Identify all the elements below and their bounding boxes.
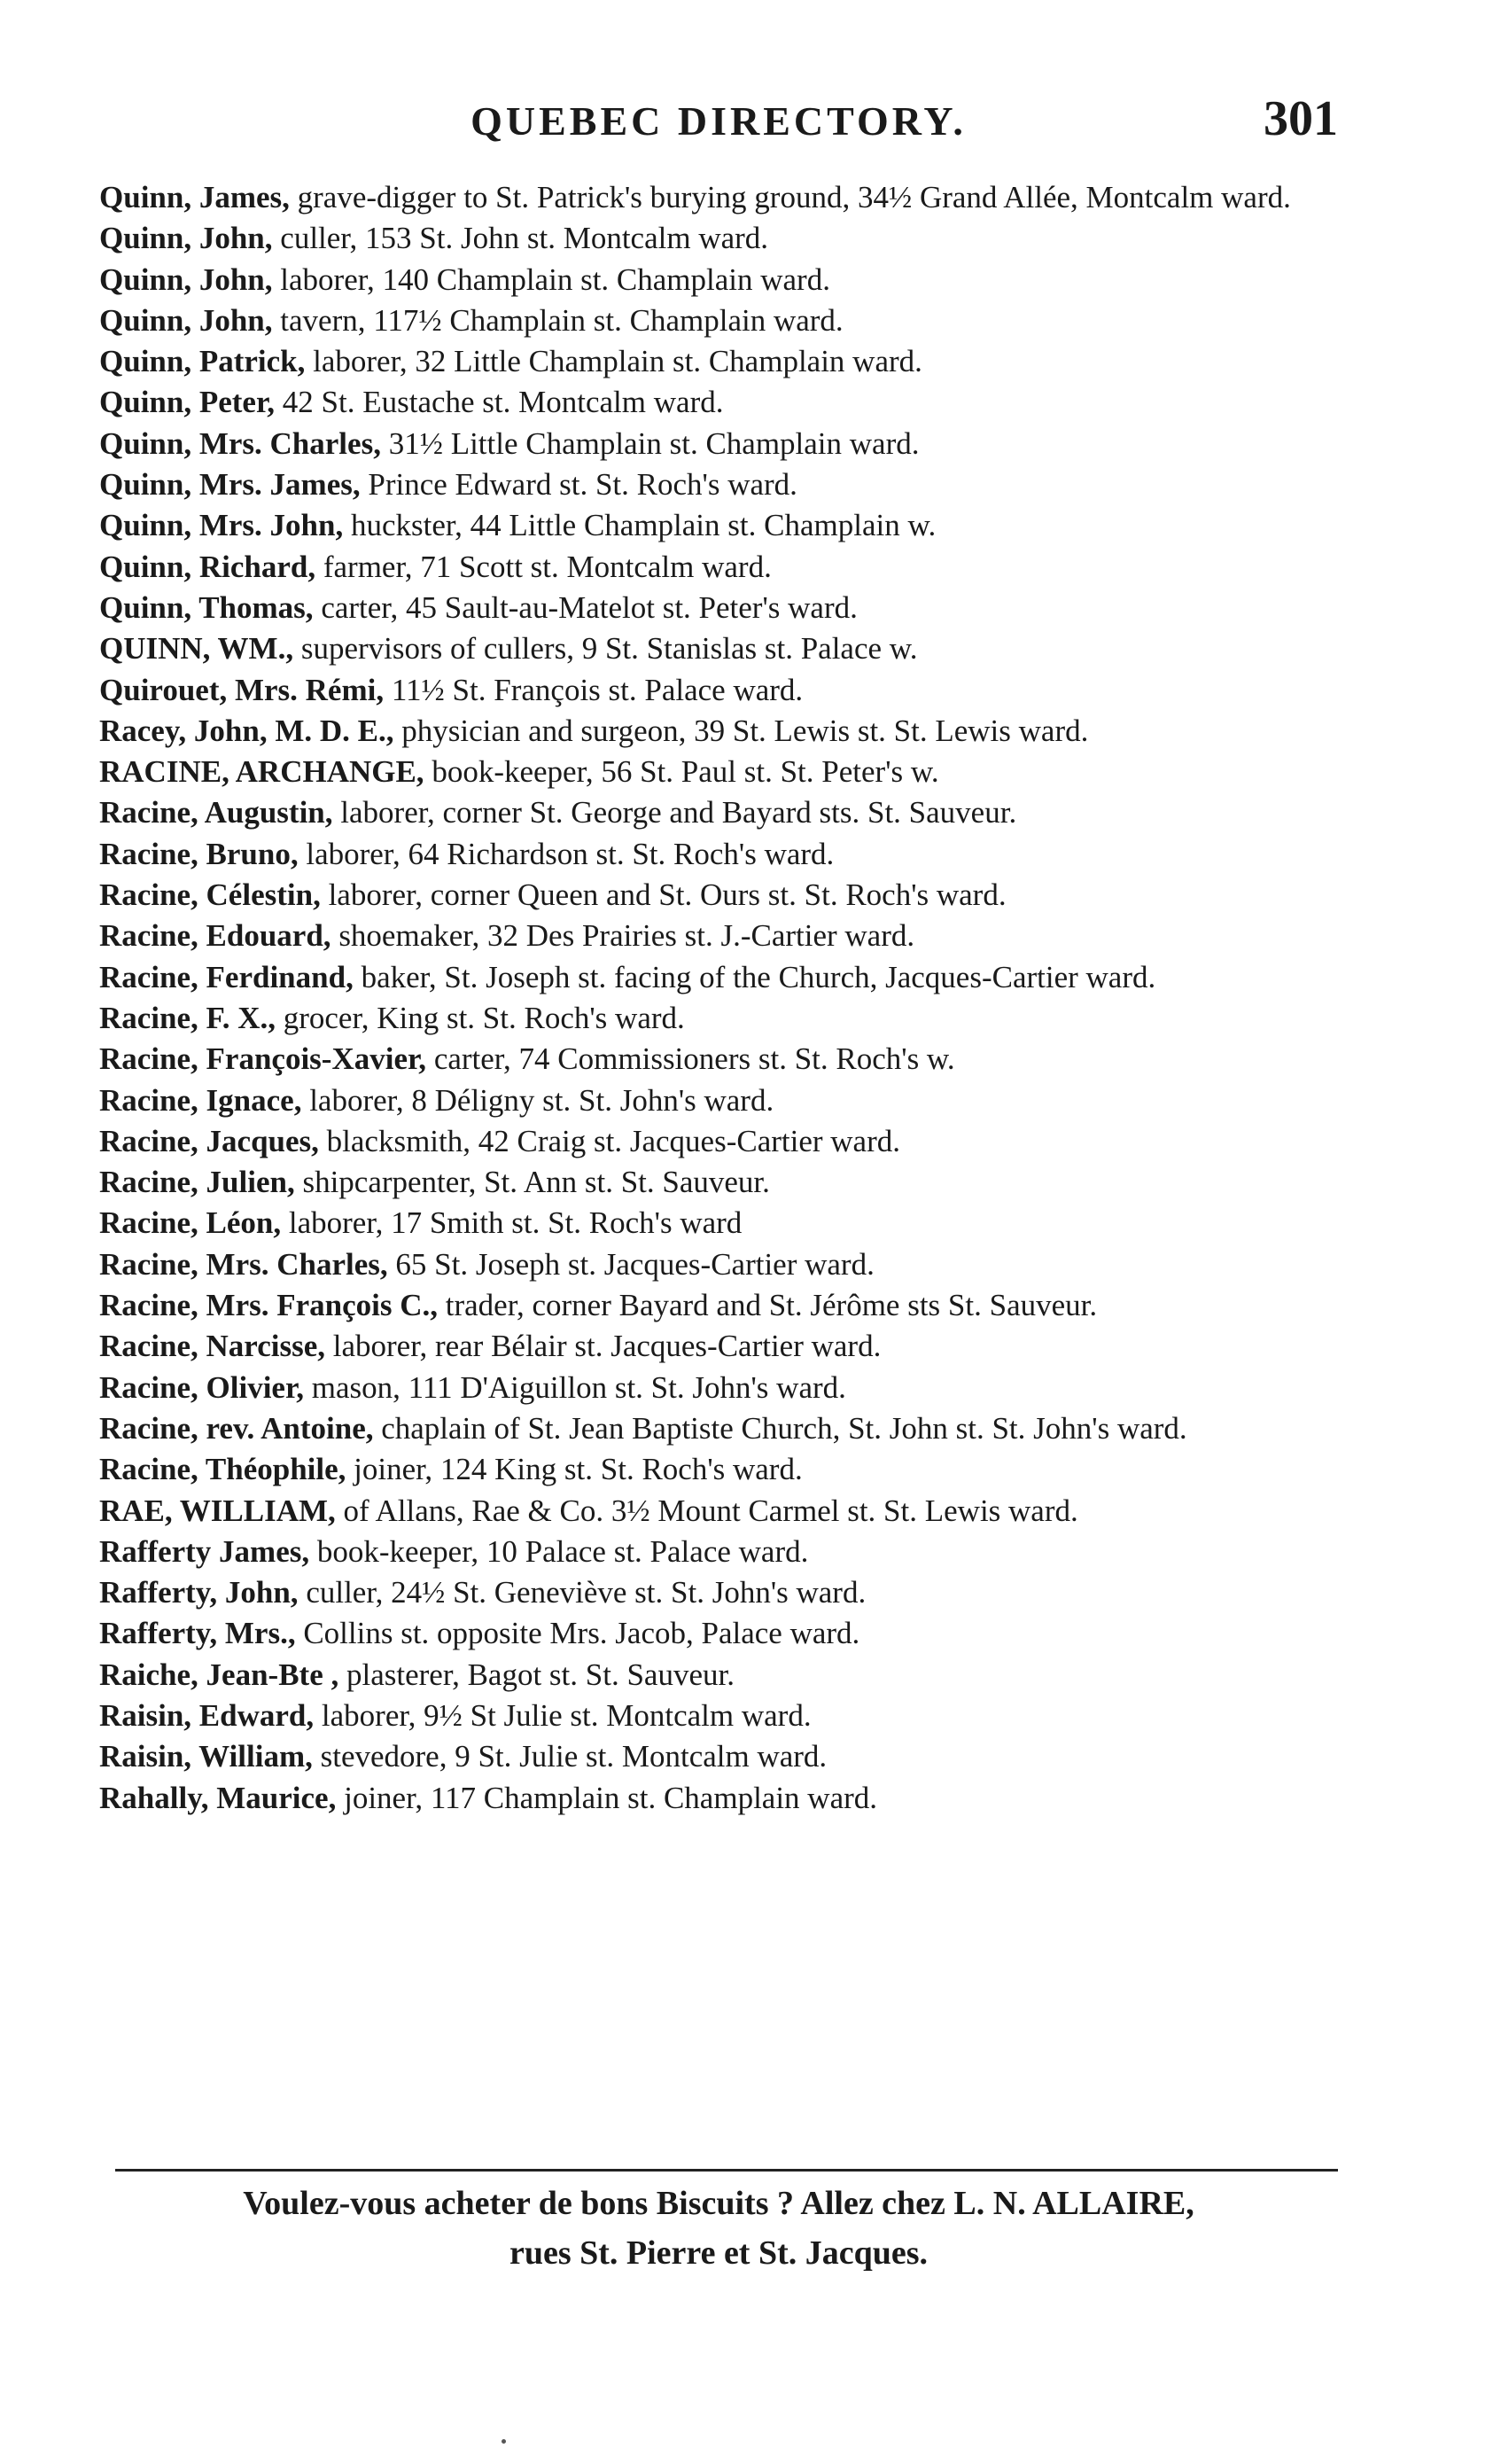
entry-name: Racine, Julien, xyxy=(99,1165,295,1200)
entry-details: Collins st. opposite Mrs. Jacob, Palace ward. xyxy=(295,1616,860,1651)
entry-details: laborer, rear Bélair st. Jacques-Cartier ward. xyxy=(325,1329,882,1364)
entry-name: Quinn, Richard, xyxy=(99,549,316,584)
entry-details: grocer, King st. St. Roch's ward. xyxy=(275,1000,685,1035)
directory-entry xyxy=(99,588,1338,628)
entry-name: Quinn, John, xyxy=(99,261,273,297)
entry-name: Quinn, Mrs. James, xyxy=(99,467,361,503)
entry-name: Racine, Ferdinand, xyxy=(99,959,354,994)
entry-details: 31½ Little Champlain st. Champlain ward. xyxy=(380,425,920,461)
entry-details: 65 St. Joseph st. Jacques-Cartier ward. xyxy=(387,1246,875,1282)
page-number: 301 xyxy=(1264,91,1338,146)
entry-name: Quinn, Patrick, xyxy=(99,344,306,379)
entry-name: Quirouet, Mrs. Rémi, xyxy=(99,672,385,707)
entry-name: Racine, Célestin, xyxy=(99,877,321,913)
directory-entry xyxy=(99,1613,1338,1654)
directory-entry xyxy=(99,670,1338,711)
directory-entry xyxy=(99,792,1338,833)
entry-name: Quinn, Peter, xyxy=(99,385,276,420)
entry-name: Racine, Théophile, xyxy=(99,1452,346,1487)
directory-entry xyxy=(99,1039,1338,1080)
entry-name: QUINN, WM., xyxy=(99,631,294,667)
directory-entry xyxy=(99,1203,1338,1244)
directory-entry xyxy=(99,957,1338,998)
entry-name: Quinn, John, xyxy=(99,221,273,256)
entry-details: Prince Edward st. St. Roch's ward. xyxy=(360,467,797,503)
entry-details: joiner, 117 Champlain st. Champlain ward. xyxy=(336,1780,878,1815)
entry-details: plasterer, Bagot st. St. Sauveur. xyxy=(338,1657,735,1692)
entry-name: Racine, Mrs. Charles, xyxy=(99,1246,388,1282)
print-speck xyxy=(502,2439,506,2444)
advertisement-line-2: rues St. Pierre et St. Jacques. xyxy=(509,2234,929,2272)
directory-entry xyxy=(99,505,1338,546)
entry-details: laborer, corner Queen and St. Ours st. St. Roch's ward. xyxy=(320,877,1007,913)
page-header xyxy=(99,82,1338,152)
directory-entry xyxy=(99,1696,1338,1736)
entry-name: Racine, F. X., xyxy=(99,1000,276,1035)
entry-name: Quinn, James, xyxy=(99,180,290,214)
entry-name: Racine, François-Xavier, xyxy=(99,1041,427,1077)
entry-name: Racine, rev. Antoine, xyxy=(99,1410,374,1446)
directory-entry xyxy=(99,424,1338,464)
entry-details: culler, 153 St. John st. Montcalm ward. xyxy=(272,221,769,256)
entry-details: 11½ St. François st. Palace ward. xyxy=(384,672,804,707)
entry-name: RAE, WILLIAM, xyxy=(99,1493,336,1528)
entry-details: joiner, 124 King st. St. Roch's ward. xyxy=(346,1452,803,1487)
directory-entry xyxy=(99,1080,1338,1121)
entry-name: Quinn, Thomas, xyxy=(99,589,314,625)
entry-name: Racine, Ignace, xyxy=(99,1082,302,1118)
entry-name: Racine, Bruno, xyxy=(99,836,299,871)
entry-details: laborer, 32 Little Champlain st. Champlain ward. xyxy=(305,344,922,379)
directory-entry xyxy=(99,875,1338,916)
entry-name: Racine, Jacques, xyxy=(99,1123,319,1158)
directory-entry xyxy=(99,1736,1338,1777)
entry-details: of Allans, Rae & Co. 3½ Mount Carmel st. St. Lewis ward. xyxy=(335,1493,1078,1528)
entry-details: laborer, 9½ St Julie st. Montcalm ward. xyxy=(314,1697,812,1733)
directory-entry xyxy=(99,1655,1338,1696)
directory-entry xyxy=(99,1449,1338,1490)
entry-name: Quinn, John, xyxy=(99,302,273,338)
entry-details: supervisors of cullers, 9 St. Stanislas st. Palace w. xyxy=(293,631,918,667)
entry-name: RACINE, ARCHANGE, xyxy=(99,754,424,790)
directory-entry xyxy=(99,1285,1338,1326)
entry-name: Raisin, William, xyxy=(99,1739,313,1774)
directory-entry xyxy=(99,1121,1338,1162)
directory-entry xyxy=(99,998,1338,1039)
directory-entry xyxy=(99,628,1338,669)
entry-details: laborer, 8 Déligny st. St. John's ward. xyxy=(301,1082,774,1118)
footer-advertisement xyxy=(99,2179,1338,2278)
directory-entry xyxy=(99,1532,1338,1572)
entry-details: laborer, corner St. George and Bayard sts. St. Sauveur. xyxy=(332,795,1017,830)
directory-entry xyxy=(99,341,1338,382)
entry-details: stevedore, 9 St. Julie st. Montcalm ward. xyxy=(312,1739,828,1774)
directory-entry xyxy=(99,711,1338,752)
directory-entry xyxy=(99,916,1338,956)
entry-details: book-keeper, 10 Palace st. Palace ward. xyxy=(309,1533,809,1569)
entry-details: laborer, 140 Champlain st. Champlain ward. xyxy=(272,261,830,297)
directory-entry xyxy=(99,1162,1338,1203)
entry-details: farmer, 71 Scott st. Montcalm ward. xyxy=(315,549,772,584)
entry-name: Quinn, Mrs. John, xyxy=(99,508,344,543)
entry-name: Rafferty, Mrs., xyxy=(99,1616,296,1651)
directory-entry xyxy=(99,382,1338,423)
entry-details: trader, corner Bayard and St. Jérôme sts St. Sauveur. xyxy=(438,1288,1098,1323)
entry-details: mason, 111 D'Aiguillon st. St. John's ward. xyxy=(304,1369,846,1405)
entry-details: 42 St. Eustache st. Montcalm ward. xyxy=(275,385,724,420)
directory-entry xyxy=(99,218,1338,259)
directory-entry xyxy=(99,1408,1338,1449)
entry-name: Raiche, Jean-Bte , xyxy=(99,1657,339,1692)
directory-entry xyxy=(99,1244,1338,1285)
entry-details: laborer, 17 Smith st. St. Roch's ward xyxy=(281,1205,743,1241)
entry-name: Racine, Mrs. François C., xyxy=(99,1288,439,1323)
directory-entry xyxy=(99,834,1338,875)
entry-details: carter, 45 Sault-au-Matelot st. Peter's ward. xyxy=(313,589,858,625)
running-title: QUEBEC DIRECTORY. xyxy=(471,98,967,144)
directory-entry xyxy=(99,1368,1338,1408)
entry-details: chaplain of St. Jean Baptiste Church, St. John st. St. John's ward. xyxy=(373,1410,1187,1446)
entry-details: baker, St. Joseph st. facing of the Church, Jacques-Cartier ward. xyxy=(353,959,1156,994)
entry-details: book-keeper, 56 St. Paul st. St. Peter's w. xyxy=(424,754,939,790)
directory-entries xyxy=(99,177,1338,1819)
directory-entry xyxy=(99,547,1338,588)
entry-name: Racine, Léon, xyxy=(99,1205,282,1241)
entry-details: huckster, 44 Little Champlain st. Champlain w. xyxy=(343,508,937,543)
entry-name: Racine, Olivier, xyxy=(99,1369,305,1405)
directory-entry xyxy=(99,1491,1338,1532)
directory-entry xyxy=(99,1778,1338,1819)
directory-entry xyxy=(99,260,1338,300)
entry-name: Quinn, Mrs. Charles, xyxy=(99,425,381,461)
entry-name: Rafferty James, xyxy=(99,1533,310,1569)
entry-name: Rafferty, John, xyxy=(99,1575,299,1610)
entry-details: tavern, 117½ Champlain st. Champlain ward. xyxy=(272,302,844,338)
directory-entry xyxy=(99,1572,1338,1613)
entry-name: Racey, John, M. D. E., xyxy=(99,713,394,748)
entry-name: Racine, Narcisse, xyxy=(99,1329,325,1364)
directory-entry xyxy=(99,177,1338,218)
advertisement-line-1: Voulez-vous acheter de bons Biscuits ? Allez chez L. N. ALLAIRE, xyxy=(243,2185,1194,2222)
footer-divider xyxy=(115,2169,1338,2172)
directory-entry xyxy=(99,300,1338,341)
entry-details: blacksmith, 42 Craig st. Jacques-Cartier ward. xyxy=(318,1123,900,1158)
entry-details: shipcarpenter, St. Ann st. St. Sauveur. xyxy=(294,1165,770,1200)
entry-name: Raisin, Edward, xyxy=(99,1697,315,1733)
entry-name: Racine, Edouard, xyxy=(99,918,331,954)
entry-details: shoemaker, 32 Des Prairies st. J.-Cartier ward. xyxy=(331,918,915,954)
entry-details: grave-digger to St. Patrick's burying ground, 34½ Grand Allée, Montcalm ward. xyxy=(289,180,1291,214)
entry-name: Racine, Augustin, xyxy=(99,795,333,830)
entry-details: culler, 24½ St. Geneviève st. St. John's ward. xyxy=(298,1575,867,1610)
entry-details: carter, 74 Commissioners st. St. Roch's w. xyxy=(426,1041,955,1077)
directory-entry xyxy=(99,464,1338,505)
entry-name: Rahally, Maurice, xyxy=(99,1780,337,1815)
entry-details: physician and surgeon, 39 St. Lewis st. St. Lewis ward. xyxy=(393,713,1089,748)
directory-entry xyxy=(99,1326,1338,1367)
directory-entry xyxy=(99,752,1338,792)
entry-details: laborer, 64 Richardson st. St. Roch's ward. xyxy=(298,836,835,871)
